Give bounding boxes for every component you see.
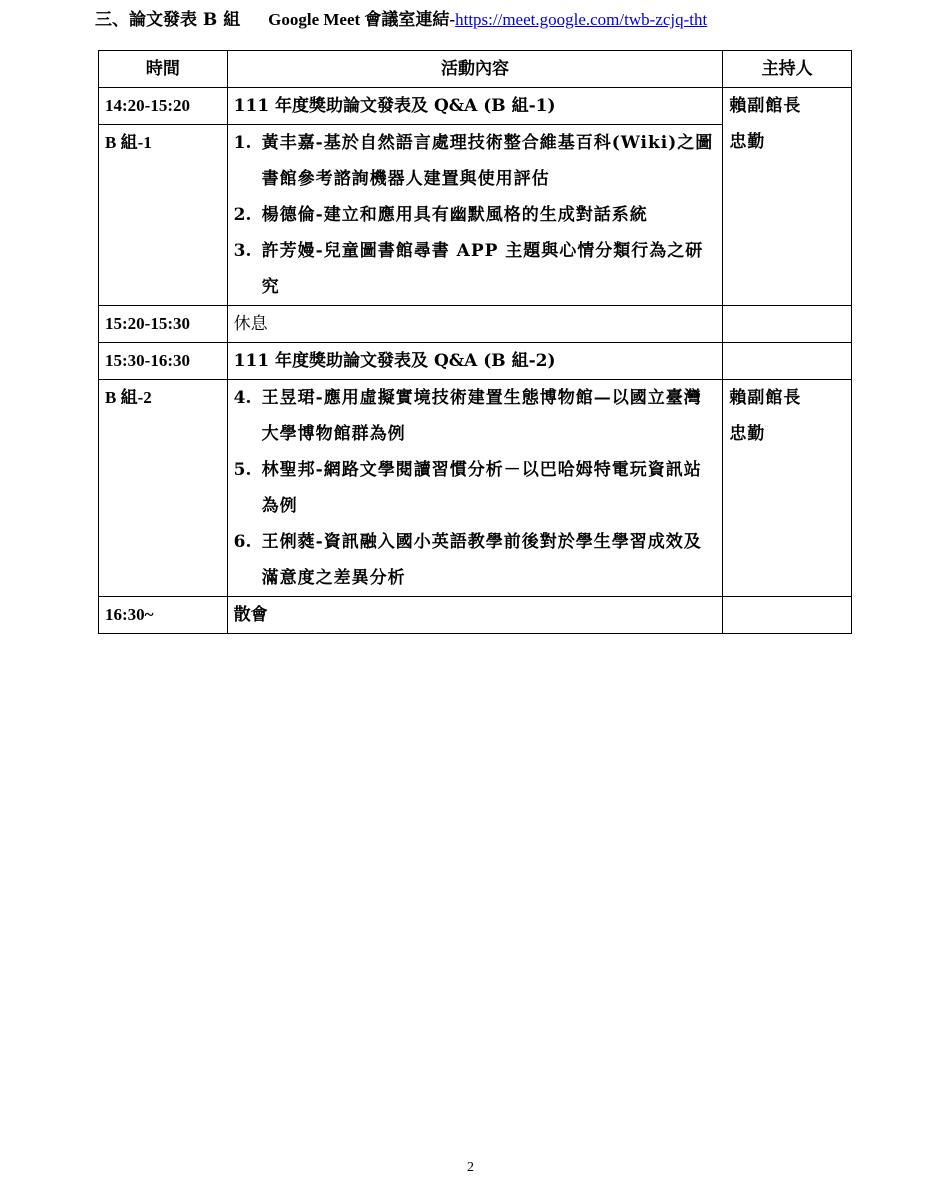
- paper-title: 王昱珺-應用虛擬實境技術建置生態博物館—以國立臺灣大學博物館群為例: [261, 388, 702, 444]
- row-time: 14:20-15:20: [99, 88, 228, 125]
- schedule-table: [98, 50, 852, 634]
- paper-list: [234, 125, 717, 305]
- table-header-row: [99, 51, 852, 88]
- meet-link[interactable]: https://meet.google.com/twb-zcjq-tht: [455, 10, 708, 29]
- meet-label: Google Meet 會議室連結-: [268, 10, 456, 29]
- section-title: 三、論文發表 B 組: [95, 10, 241, 30]
- host-name: 忠勤: [729, 424, 766, 444]
- header-host: 主持人: [723, 51, 852, 88]
- row-time: B 組-2: [99, 380, 228, 597]
- table-row: [99, 597, 852, 634]
- paper-title: 林聖邦-網路文學閱讀習慣分析－以巴哈姆特電玩資訊站為例: [261, 460, 702, 516]
- row-papers: [227, 125, 723, 306]
- list-item: [234, 233, 717, 305]
- row-host: [723, 88, 852, 306]
- row-activity: 111 年度獎助論文發表及 Q&A (B 組-2): [227, 343, 723, 380]
- table-row: [99, 343, 852, 380]
- row-time: 15:20-15:30: [99, 306, 228, 343]
- row-host: [723, 343, 852, 380]
- table-row: [99, 306, 852, 343]
- row-host: [723, 306, 852, 343]
- header-activity: 活動內容: [227, 51, 723, 88]
- paper-title: 許芳嫚-兒童圖書館尋書 APP 主題與心情分類行為之研究: [261, 241, 704, 297]
- row-host: [723, 597, 852, 634]
- page-number: 2: [467, 1160, 474, 1175]
- table-row: [99, 88, 852, 125]
- row-host: [723, 380, 852, 597]
- host-title: 賴副館長: [729, 96, 802, 116]
- row-time: 15:30-16:30: [99, 343, 228, 380]
- list-item: [234, 380, 717, 452]
- list-item: [234, 452, 717, 524]
- host-name: 忠勤: [729, 132, 766, 152]
- paper-title: 王俐蕤-資訊融入國小英語教學前後對於學生學習成效及滿意度之差異分析: [261, 532, 702, 588]
- paper-number: 2.: [233, 205, 252, 225]
- paper-number: 4.: [233, 388, 252, 408]
- paper-list: [234, 380, 717, 596]
- section-heading: [95, 8, 935, 32]
- row-papers: [227, 380, 723, 597]
- row-activity: 111 年度獎助論文發表及 Q&A (B 組-1): [227, 88, 723, 125]
- list-item: [234, 524, 717, 596]
- row-time: 16:30~: [99, 597, 228, 634]
- paper-number: 3.: [233, 241, 252, 261]
- row-activity: 散會: [227, 597, 723, 634]
- paper-title: 楊德倫-建立和應用具有幽默風格的生成對話系統: [261, 205, 648, 225]
- header-time: 時間: [99, 51, 228, 88]
- paper-number: 5.: [233, 460, 252, 480]
- row-activity: 休息: [227, 306, 723, 343]
- paper-title: 黃丰嘉-基於自然語言處理技術整合維基百科(Wiki)之圖書館參考諮詢機器人建置與使用評估: [261, 133, 714, 189]
- host-title: 賴副館長: [729, 388, 802, 408]
- list-item: [234, 125, 717, 197]
- paper-number: 1.: [233, 133, 252, 153]
- table-row: [99, 380, 852, 597]
- row-time: B 組-1: [99, 125, 228, 306]
- list-item: [234, 197, 717, 233]
- paper-number: 6.: [233, 532, 252, 552]
